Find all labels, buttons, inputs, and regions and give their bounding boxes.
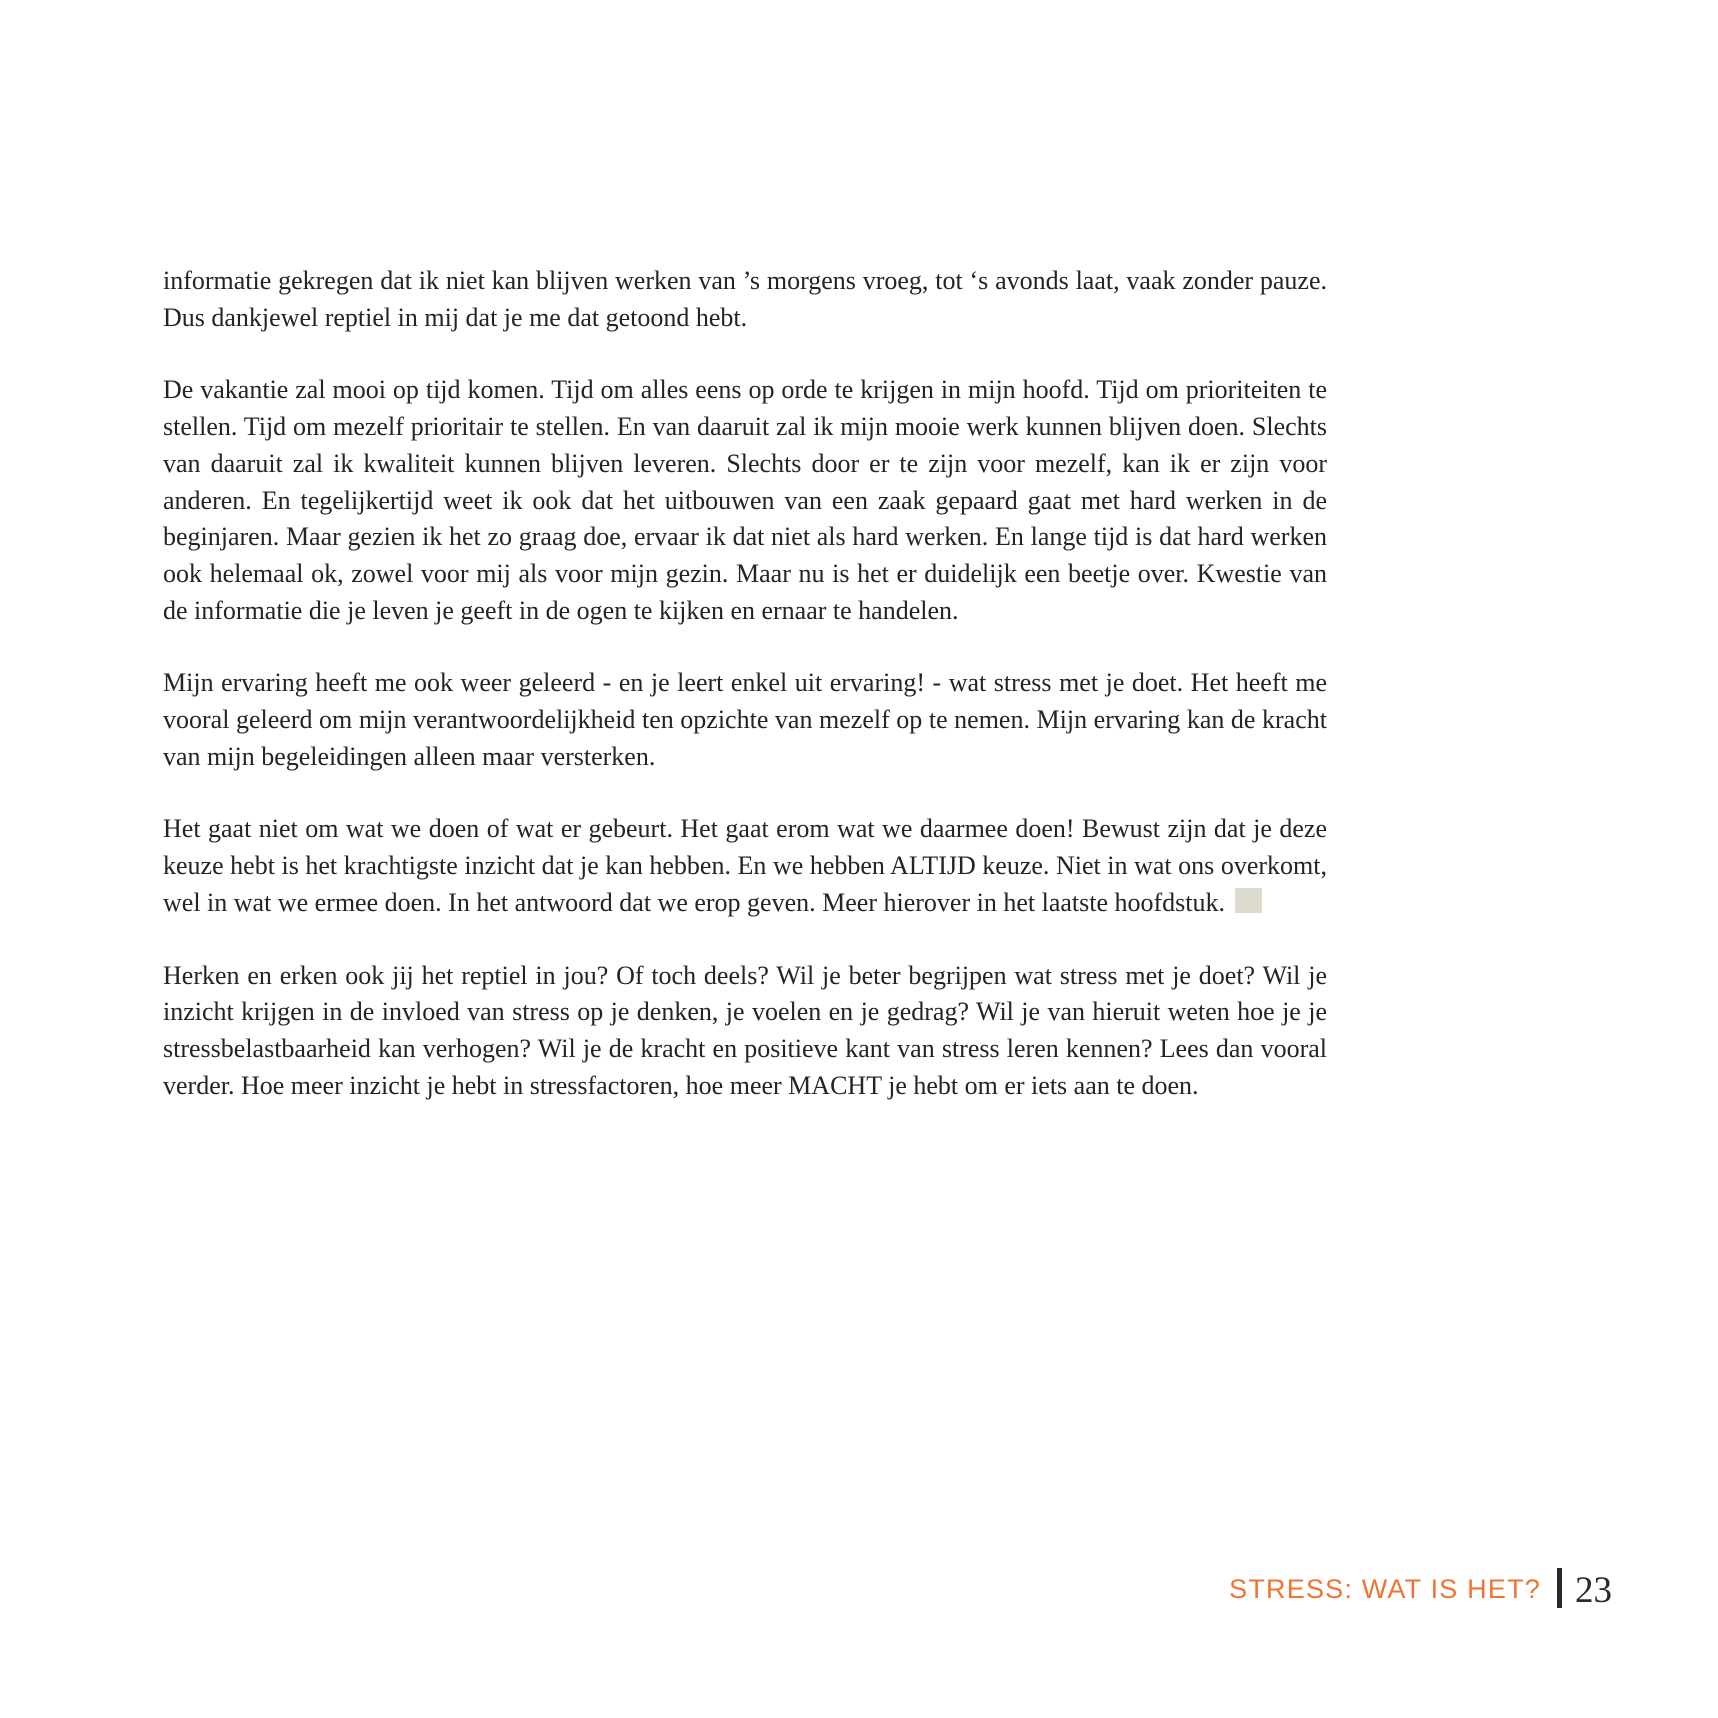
- footer-divider-bar: [1557, 1568, 1562, 1608]
- paragraph-keuze-text: Het gaat niet om wat we doen of wat er gebeurt. Het gaat erom wat we daarmee doen! Bewust zijn dat je deze keuze hebt is het krachtigste inzicht dat je kan hebben. En we hebben ALTIJD keuze. Niet in wat ons overkomt, wel in wat we ermee doen. In het antwoord dat we erop geven. Meer hierover in het laatste hoofdstuk.: [163, 814, 1327, 917]
- page-number: 23: [1575, 1570, 1612, 1611]
- running-footer-chapter-title: STRESS: WAT IS HET?: [1229, 1573, 1541, 1604]
- paragraph-ervaring: Mijn ervaring heeft me ook weer geleerd - en je leert enkel uit ervaring! - wat stress met je doet. Het heeft me vooral geleerd om mijn verantwoordelijkheid ten opzichte van mezelf op te nemen. Mijn ervaring kan de kracht van mijn begeleidingen alleen maar versterken.: [163, 668, 1327, 771]
- page-body-text: [163, 263, 1327, 1140]
- paragraph-keuze: [163, 811, 1327, 921]
- page-footer: [1229, 1568, 1612, 1611]
- paragraph-continuation: informatie gekregen dat ik niet kan blijven werken van ’s morgens vroeg, tot ‘s avonds laat, vaak zonder pauze. Dus dankjewel reptiel in mij dat je me dat getoond hebt.: [163, 266, 1327, 332]
- paragraph-vakantie: De vakantie zal mooi op tijd komen. Tijd om alles eens op orde te krijgen in mijn hoofd. Tijd om prioriteiten te stellen. Tijd om mezelf prioritair te stellen. En van daaruit zal ik mijn mooie werk kunnen blijven doen. Slechts van daaruit zal ik kwaliteit kunnen blijven leveren. Slechts door er te zijn voor mezelf, kan ik er zijn voor anderen. En tegelijkertijd weet ik ook dat het uitbouwen van een zaak gepaard gaat met hard werken in de beginjaren. Maar gezien ik het zo graag doe, ervaar ik dat niet als hard werken. En lange tijd is dat hard werken ook helemaal ok, zowel voor mij als voor mijn gezin. Maar nu is het er duidelijk een beetje over. Kwestie van de informatie die je leven je geeft in de ogen te kijken en ernaar te handelen.: [163, 375, 1327, 625]
- section-end-marker-icon: [1235, 888, 1262, 913]
- paragraph-closing: Herken en erken ook jij het reptiel in jou? Of toch deels? Wil je beter begrijpen wat stress met je doet? Wil je inzicht krijgen in de invloed van stress op je denken, je voelen en je gedrag? Wil je van hieruit weten hoe je je stressbelastbaarheid kan verhogen? Wil je de kracht en positieve kant van stress leren kennen? Lees dan vooral verder. Hoe meer inzicht je hebt in stressfactoren, hoe meer MACHT je hebt om er iets aan te doen.: [163, 960, 1327, 1100]
